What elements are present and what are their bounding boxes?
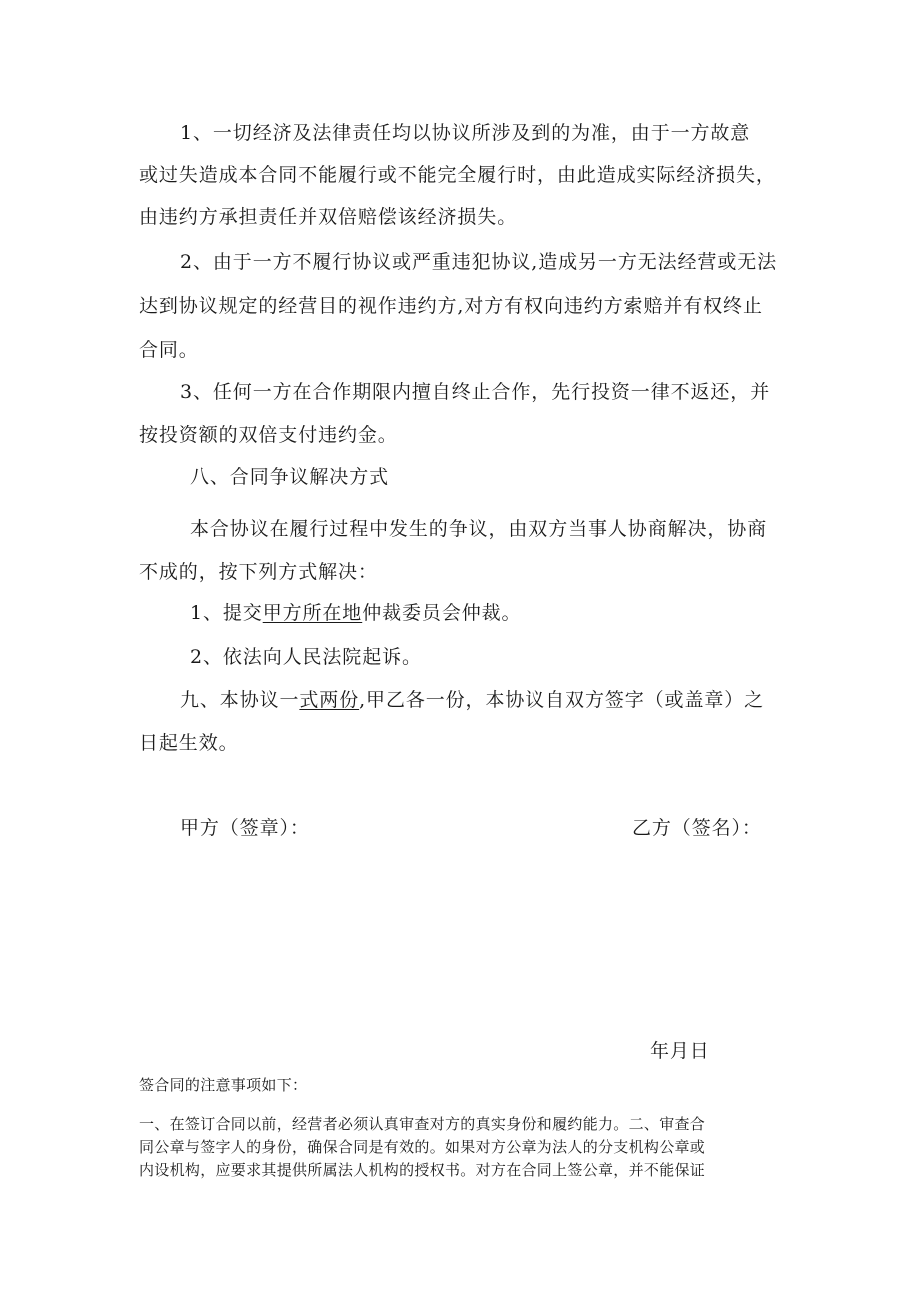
party-b-signature-label: 乙方（签名）： (632, 817, 762, 839)
article-8-option-2: 2、依法向人民法院起诉。 (190, 646, 422, 668)
article-8-option-1 (190, 601, 521, 625)
article-8-intro-line-1: 本合协议在履行过程中发生的争议，由双方当事人协商解决，协商 (190, 518, 768, 540)
article-9-copies-underlined: 式两份 (299, 689, 360, 711)
clause-2-line-3: 合同。 (139, 339, 199, 361)
date-line: 年月日 (650, 1040, 710, 1062)
notes-line-3: 内设机构，应要求其提供所属法人机构的授权书。对方在合同上签公章，并不能保证 (139, 1161, 706, 1179)
notes-line-1: 一、在签订合同以前，经营者必须认真审查对方的真实身份和履约能力。二、审查合 (139, 1115, 706, 1133)
notes-line-2: 同公章与签字人的身份，确保合同是有效的。如果对方公章为法人的分支机构公章或 (139, 1138, 706, 1156)
clause-1-line-1: 1、一切经济及法律责任均以协议所涉及到的为准，由于一方故意 (180, 122, 751, 144)
article-9-line-1 (180, 688, 764, 712)
article-8-heading: 八、合同争议解决方式 (190, 466, 390, 488)
clause-3-line-1: 3、任何一方在合作期限内擅自终止合作，先行投资一律不返还，并 (180, 381, 771, 403)
clause-1-line-3: 由违约方承担责任并双倍赔偿该经济损失。 (139, 206, 518, 228)
notes-title: 签合同的注意事项如下： (139, 1076, 308, 1094)
article-8-intro-line-2: 不成的，按下列方式解决： (139, 561, 378, 583)
article-9-suffix: ,甲乙各一份，本协议自双方签字（或盖章）之 (359, 689, 765, 711)
clause-3-line-2: 按投资额的双倍支付违约金。 (139, 424, 398, 446)
article-9-line-2: 日起生效。 (139, 732, 239, 754)
option-1-prefix: 1、提交 (190, 602, 263, 624)
option-1-suffix: 仲裁委员会仲裁。 (362, 602, 522, 624)
option-1-location-underlined: 甲方所在地 (262, 602, 363, 624)
article-9-prefix: 九、本协议一 (180, 689, 300, 711)
party-a-signature-label: 甲方（签章）： (180, 817, 310, 839)
clause-2-line-1: 2、由于一方不履行协议或严重违犯协议,造成另一方无法经营或无法 (180, 251, 778, 273)
clause-1-line-2: 或过失造成本合同不能履行或不能完全履行时，由此造成实际经济损失， (139, 164, 776, 186)
clause-2-line-2: 达到协议规定的经营目的视作违约方,对方有权向违约方索赔并有权终止 (139, 295, 763, 317)
